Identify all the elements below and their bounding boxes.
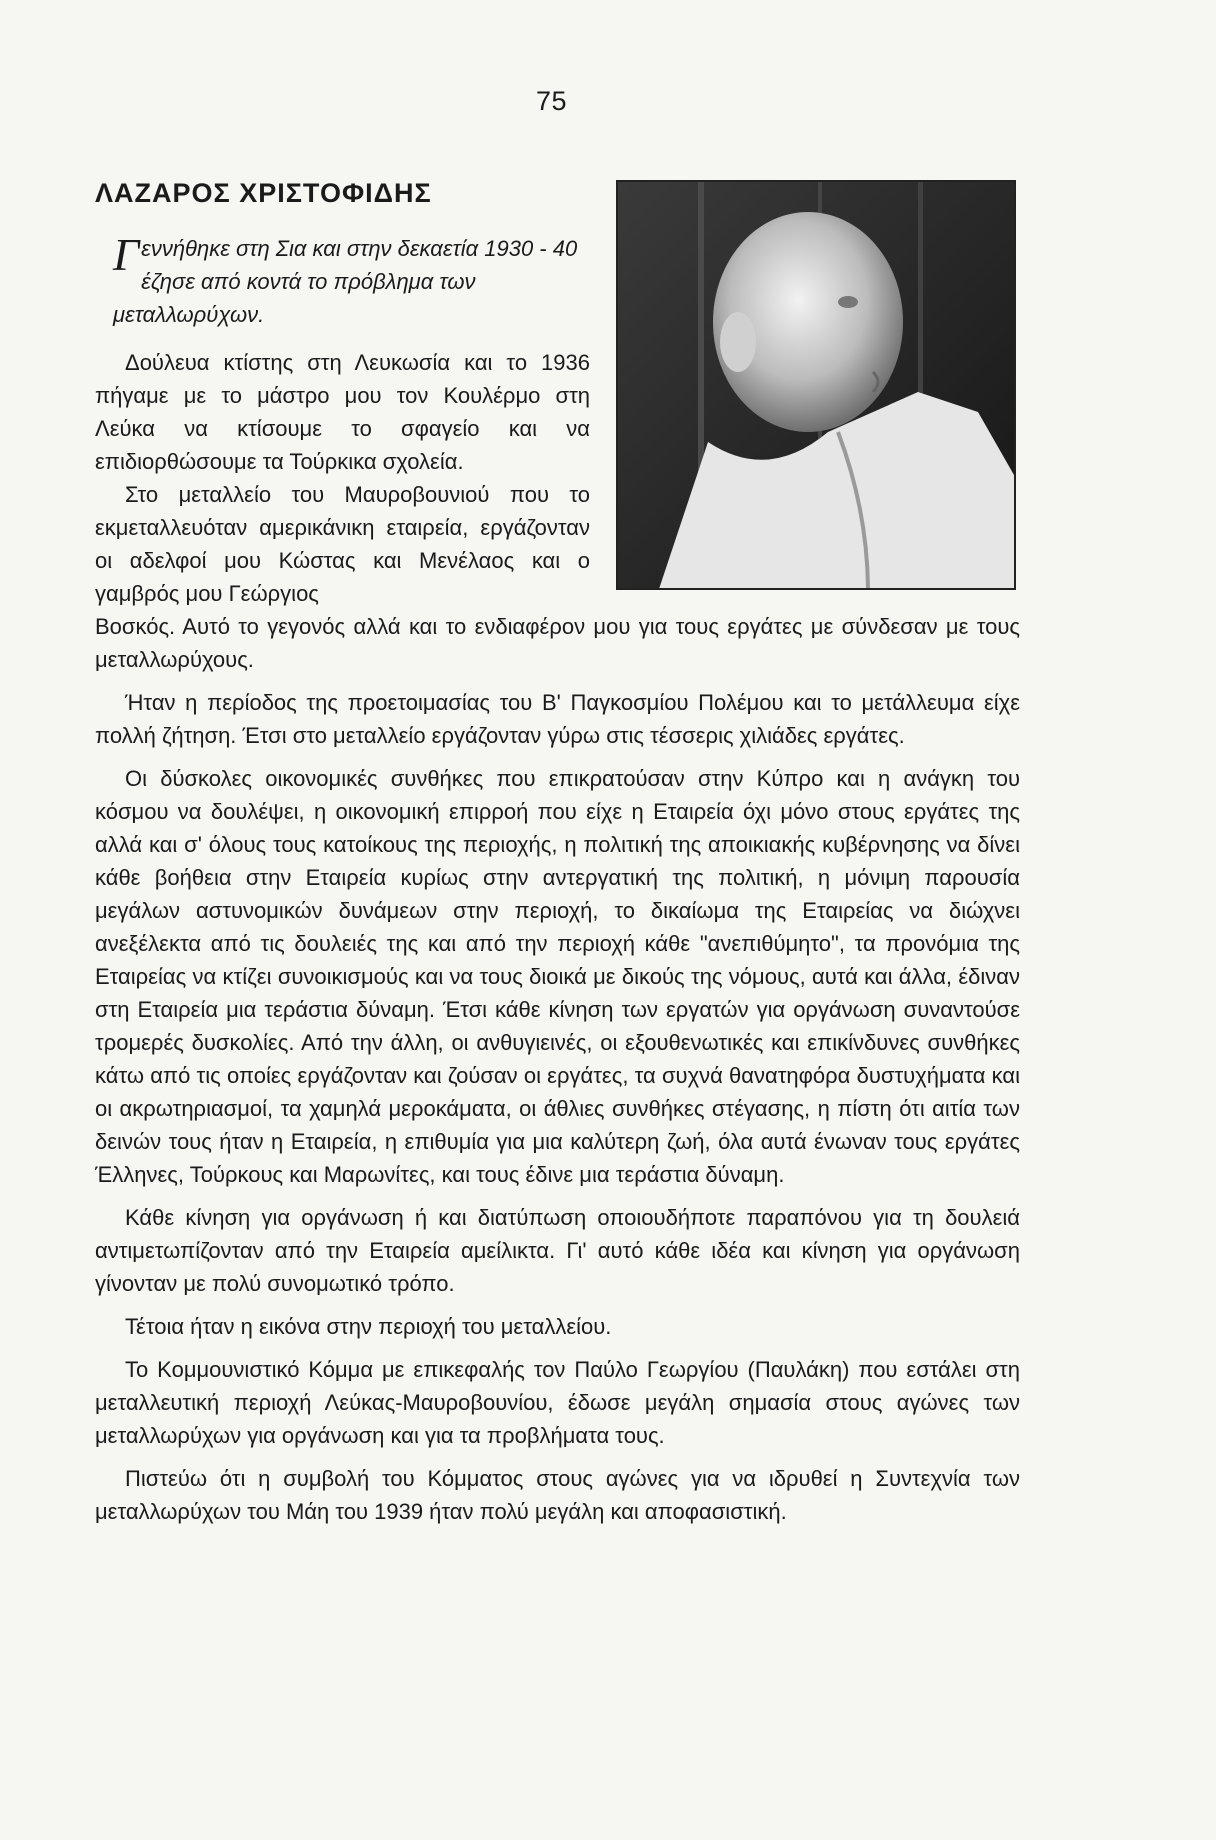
paragraph: Οι δύσκολες οικονομικές συνθήκες που επικρατούσαν στην Κύπρο και η ανάγκη του κόσμου να δουλέψει, η οικονομική επιρροή που είχε η Εταιρεία όχι μόνο στους εργάτες της αλλά και σ' όλους τους κατοίκους της περιοχής, η πολιτική της αποικιακής κυβέρνησης να δίνει κάθε βοήθεια στην Εταιρεία κυρίως στην αντεργατική της πολιτική, η μόνιμη παρουσία μεγάλων αστυνομικών δυνάμεων στην περιοχή, το δικαίωμα της Εταιρείας να διώχνει ανεξέλεκτα από τις δουλειές της και από την περιοχή κάθε "ανεπιθύμητο", τα προνόμια της Εταιρείας να κτίζει συνοικισμούς και να τους διοικά με δικούς της νόμους, αυτά και άλλα, έδιναν στη Εταιρεία μια τεράστια δύναμη. Έτσι κάθε κίνηση των εργατών για οργάνωση συναντούσε τρομερές δυσκολίες. Από την άλλη, οι ανθυγιεινές, οι εξουθενωτικές και επικίνδυνες συνθήκες κάτω από τις οποίες εργάζονταν και ζούσαν οι εργάτες, τα συχνά θανατηφόρα δυστυχήματα και οι ακρωτηριασμοί, τα χαμηλά μεροκάματα, οι άθλιες συνθήκες στέγασης, η πίστη ότι αιτία των δεινών τους ήταν η Εταιρεία, η επιθυμία για μια καλύτερη ζωή, όλα αυτά ένωναν τους εργάτες Έλληνες, Τούρκους και Μαρωνίτες, και τους έδινε μια τεράστια δύναμη. <box>95 766 1020 1187</box>
paragraph: Τέτοια ήταν η εικόνα στην περιοχή του μεταλλείου. <box>125 1314 612 1339</box>
paragraph: Δούλευα κτίστης στη Λευκωσία και το 1936 πήγαμε με το μάστρο μου τον Κουλέρμο στη Λεύκα να κτίσουμε το σφαγείο και να επιδιορθώσουμε τα Τούρκικα σχολεία. <box>95 350 590 474</box>
paragraph: Στο μεταλλείο του Μαυροβουνιού που το εκμεταλλευόταν αμερικάνικη εταιρεία, εργάζονταν οι αδελφοί μου Κώστας και Μενέλαος και ο γαμβρός μου Γεώργιος <box>95 482 590 606</box>
body-text <box>95 346 1020 1528</box>
paragraph: Πιστεύω ότι η συμβολή του Κόμματος στους αγώνες για να ιδρυθεί η Συντεχνία των μεταλλωρύχων του Μάη του 1939 ήταν πολύ μεγάλη και αποφασιστική. <box>95 1466 1020 1524</box>
section-heading: ΛΑΖΑΡΟΣ ΧΡΙΣΤΟΦΙΔΗΣ <box>95 178 432 208</box>
paragraph: Ήταν η περίοδος της προετοιμασίας του Β' Παγκοσμίου Πολέμου και το μετάλλευμα είχε πολλή ζήτηση. Έτσι στο μεταλλείο εργάζονταν γύρω στις τέσσερις χιλιάδες εργάτες. <box>95 690 1020 748</box>
drop-cap: Γ <box>113 229 140 280</box>
intro-text: εννήθηκε στη Σια και στην δεκαετία 1930 - 40 έζησε από κοντά το πρόβλημα των μεταλλωρύχων. <box>113 236 578 327</box>
paragraph: Το Κομμουνιστικό Κόμμα με επικεφαλής τον Παύλο Γεωργίου (Παυλάκη) που εστάλει στη μεταλλευτική περιοχή Λεύκας-Μαυροβουνίου, έδωσε μεγάλη σημασία στους αγώνες των μεταλλωρύχων για οργάνωση και για τα προβλήματα τους. <box>95 1357 1020 1448</box>
paragraph: Βοσκός. Αυτό το γεγονός αλλά και το ενδιαφέρον μου για τους εργάτες με σύνδεσαν με τους μεταλλωρύχους. <box>95 614 1020 672</box>
intro-paragraph <box>113 229 603 331</box>
page-number: 75 <box>536 86 568 116</box>
paragraph: Κάθε κίνηση για οργάνωση ή και διατύπωση οποιουδήποτε παραπόνου για τη δουλειά αντιμετωπίζονταν από την Εταιρεία αμείλικτα. Γι' αυτό κάθε ιδέα και κίνηση για οργάνωση γίνονταν με πολύ συνομωτικό τρόπο. <box>95 1205 1020 1296</box>
